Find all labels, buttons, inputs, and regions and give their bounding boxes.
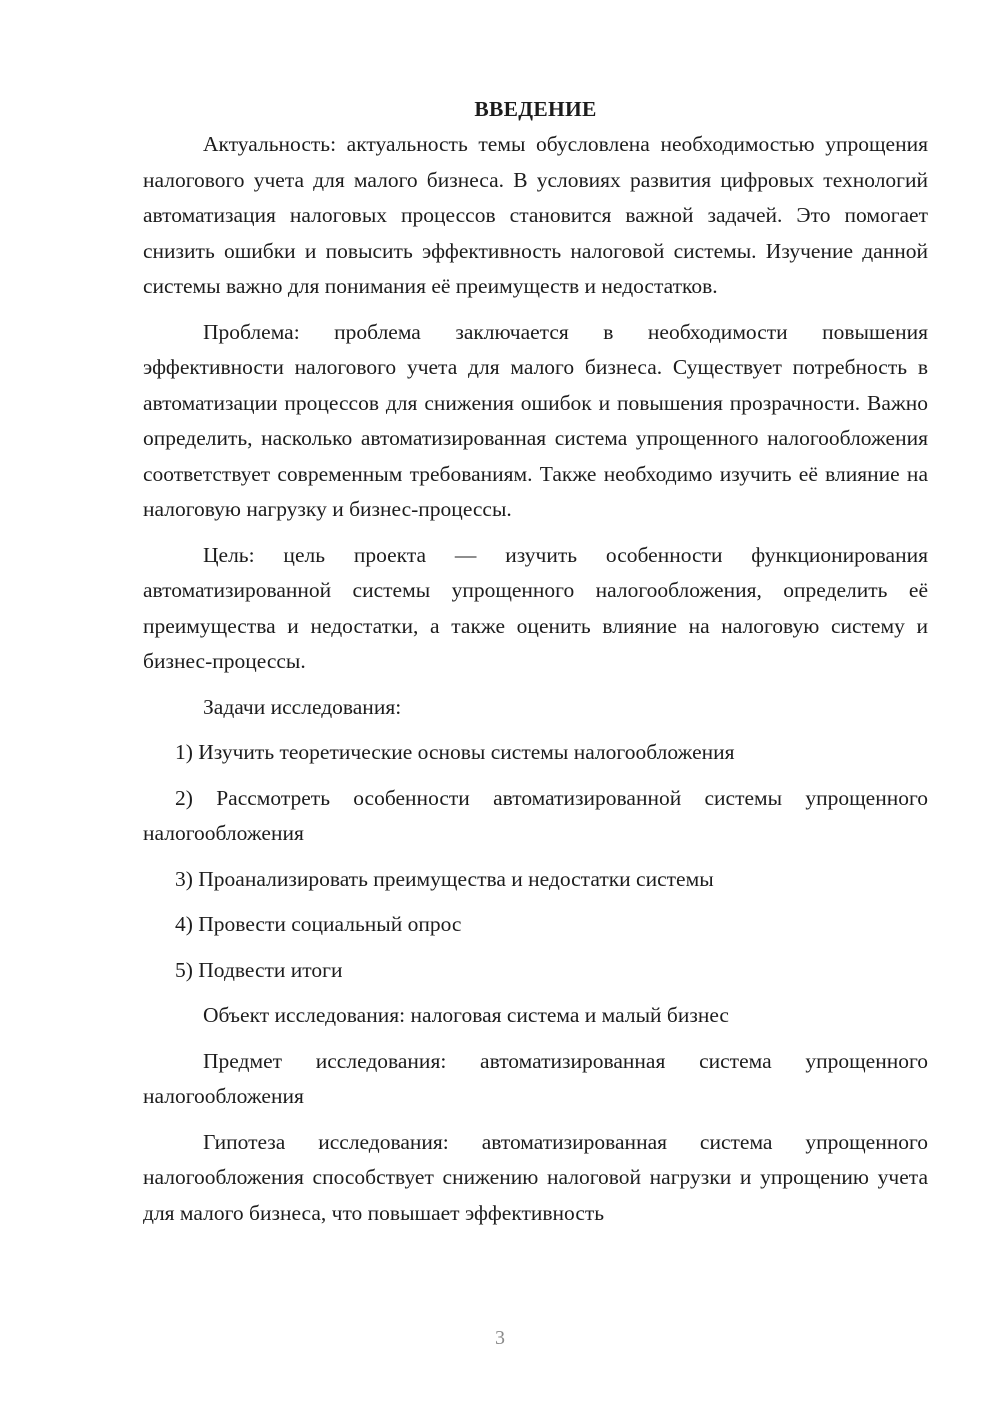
subject-paragraph: Предмет исследования: автоматизированная система упрощенного налогообложения: [143, 1048, 928, 1108]
hypothesis-paragraph: Гипотеза исследования: автоматизированная система упрощенного налогообложения способствует снижению налоговой нагрузки и упрощению учета для малого бизнеса, что повышает эффективность: [143, 1129, 928, 1225]
task-item-4: 4) Провести социальный опрос: [175, 912, 462, 936]
task-item-2: 2) Рассмотреть особенности автоматизированной системы упрощенного налогообложения: [143, 785, 928, 845]
goal-paragraph: Цель: цель проекта — изучить особенности функционирования автоматизированной системы упрощенного налогообложения, определить её преимущества и недостатки, а также оценить влияние на налоговую систему и бизнес-процессы.: [143, 542, 928, 673]
relevance-paragraph: Актуальность: актуальность темы обусловлена необходимостью упрощения налогового учета для малого бизнеса. В условиях развития цифровых технологий автоматизация налоговых процессов становится важной задачей. Это помогает снизить ошибки и повысить эффективность налоговой системы. Изучение данной системы важно для понимания её преимуществ и недостатков.: [143, 132, 928, 298]
task-item-5: 5) Подвести итоги: [175, 957, 343, 982]
tasks-heading: Задачи исследования:: [203, 694, 402, 719]
document-page: [143, 92, 928, 1241]
section-title: ВВЕДЕНИЕ: [474, 97, 597, 121]
object-paragraph: Объект исследования: налоговая система и малый бизнес: [203, 1003, 729, 1027]
problem-paragraph: Проблема: проблема заключается в необходимости повышения эффективности налогового учета для малого бизнеса. Существует потребность в автоматизации процессов для снижения ошибок и повышения прозрачности. Важно определить, насколько автоматизированная система упрощенного налогообложения соответствует современным требованиям. Также необходимо изучить её влияние на налоговую нагрузку и бизнес-процессы.: [143, 319, 928, 521]
task-item-3: 3) Проанализировать преимущества и недостатки системы: [175, 866, 714, 891]
task-item-1: 1) Изучить теоретические основы системы налогообложения: [175, 740, 735, 764]
page-number: 3: [495, 1327, 505, 1349]
